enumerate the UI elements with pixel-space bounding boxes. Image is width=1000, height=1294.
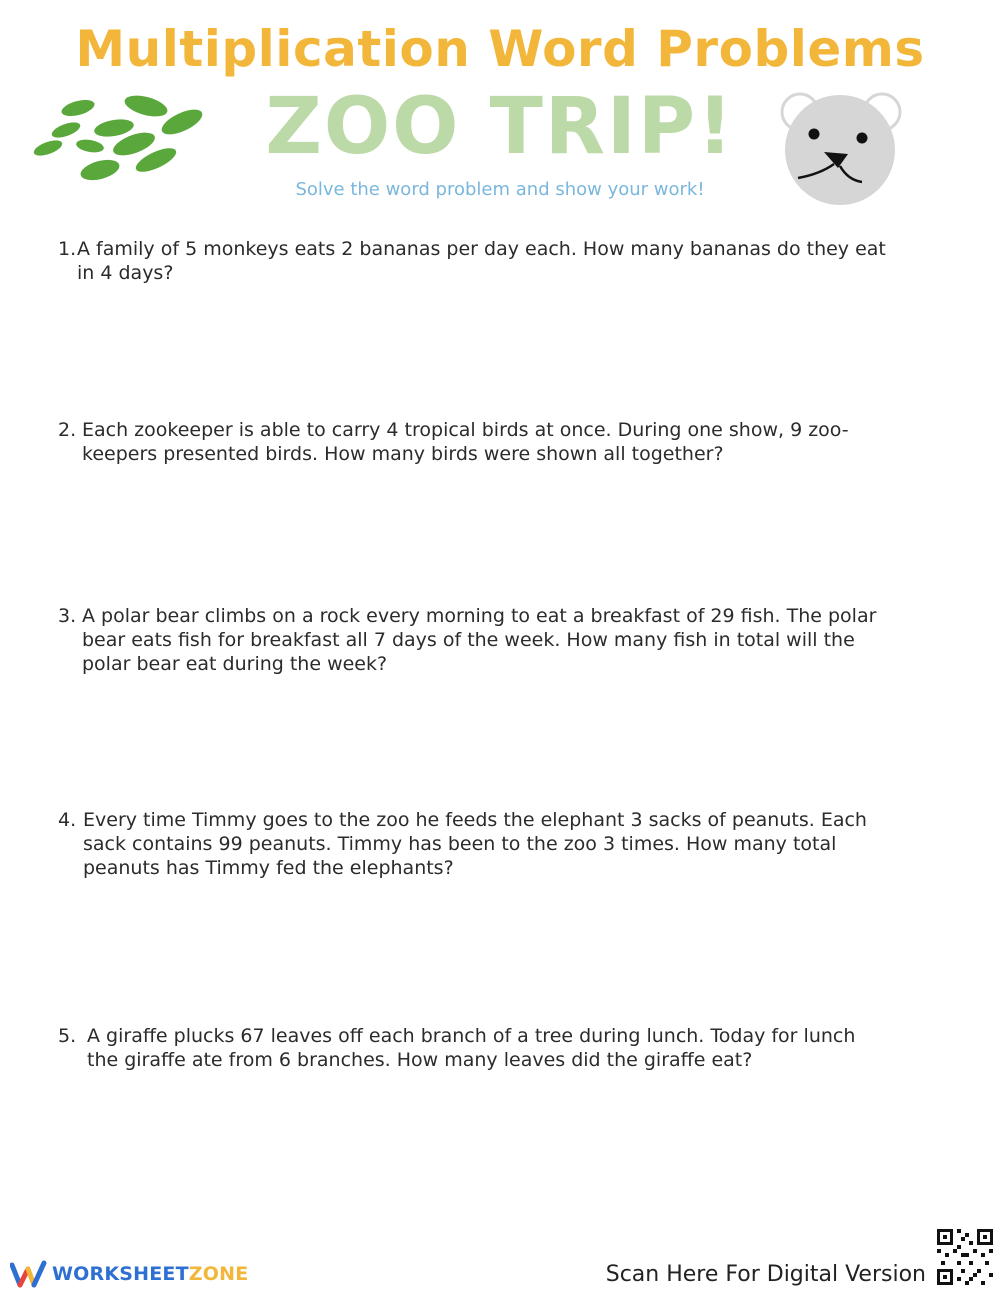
problem-1 xyxy=(58,237,888,285)
problem-text: A polar bear climbs on a rock every morning to eat a breakfast of 29 fish. The polar bear eats fish for breakfast all 7 days of the week. How many fish in total will the polar bear eat during the week? xyxy=(82,605,877,675)
qr-code-icon[interactable] xyxy=(934,1226,996,1288)
problem-text: A giraffe plucks 67 leaves off each branch of a tree during lunch. Today for lunch the giraffe ate from 6 branches. How many leaves did the giraffe eat? xyxy=(87,1025,856,1071)
problem-number: 3. xyxy=(58,605,77,627)
worksheet-subtitle: ZOO TRIP! xyxy=(265,82,735,172)
brand-logo xyxy=(10,1258,248,1290)
brand-name-part2: ZONE xyxy=(188,1263,249,1285)
problem-text: A family of 5 monkeys eats 2 bananas per day each. How many bananas do they eat in 4 days? xyxy=(77,238,886,284)
problem-text: Each zookeeper is able to carry 4 tropical birds at once. During one show, 9 zoo-keepers presented birds. How many birds were shown all together? xyxy=(82,419,849,465)
problem-number: 4. xyxy=(58,809,77,831)
problem-5 xyxy=(58,1024,888,1072)
problem-text: Every time Timmy goes to the zoo he feeds the elephant 3 sacks of peanuts. Each sack contains 99 peanuts. Timmy has been to the zoo 3 times. How many total peanuts has Timmy fed the elephants? xyxy=(83,809,867,879)
problem-3 xyxy=(58,604,888,676)
worksheet-zone-logo-icon xyxy=(10,1259,48,1289)
brand-name-part1: WORKSHEET xyxy=(52,1263,189,1285)
scan-label: Scan Here For Digital Version xyxy=(605,1262,926,1287)
problem-number: 1. xyxy=(58,238,77,260)
problem-2 xyxy=(58,418,888,466)
problem-number: 5. xyxy=(58,1025,77,1047)
problem-number: 2. xyxy=(58,419,77,441)
worksheet-title: Multiplication Word Problems xyxy=(75,20,925,78)
problem-4 xyxy=(58,808,888,880)
brand-name xyxy=(52,1263,248,1285)
instruction-text: Solve the word problem and show your work! xyxy=(295,179,705,200)
